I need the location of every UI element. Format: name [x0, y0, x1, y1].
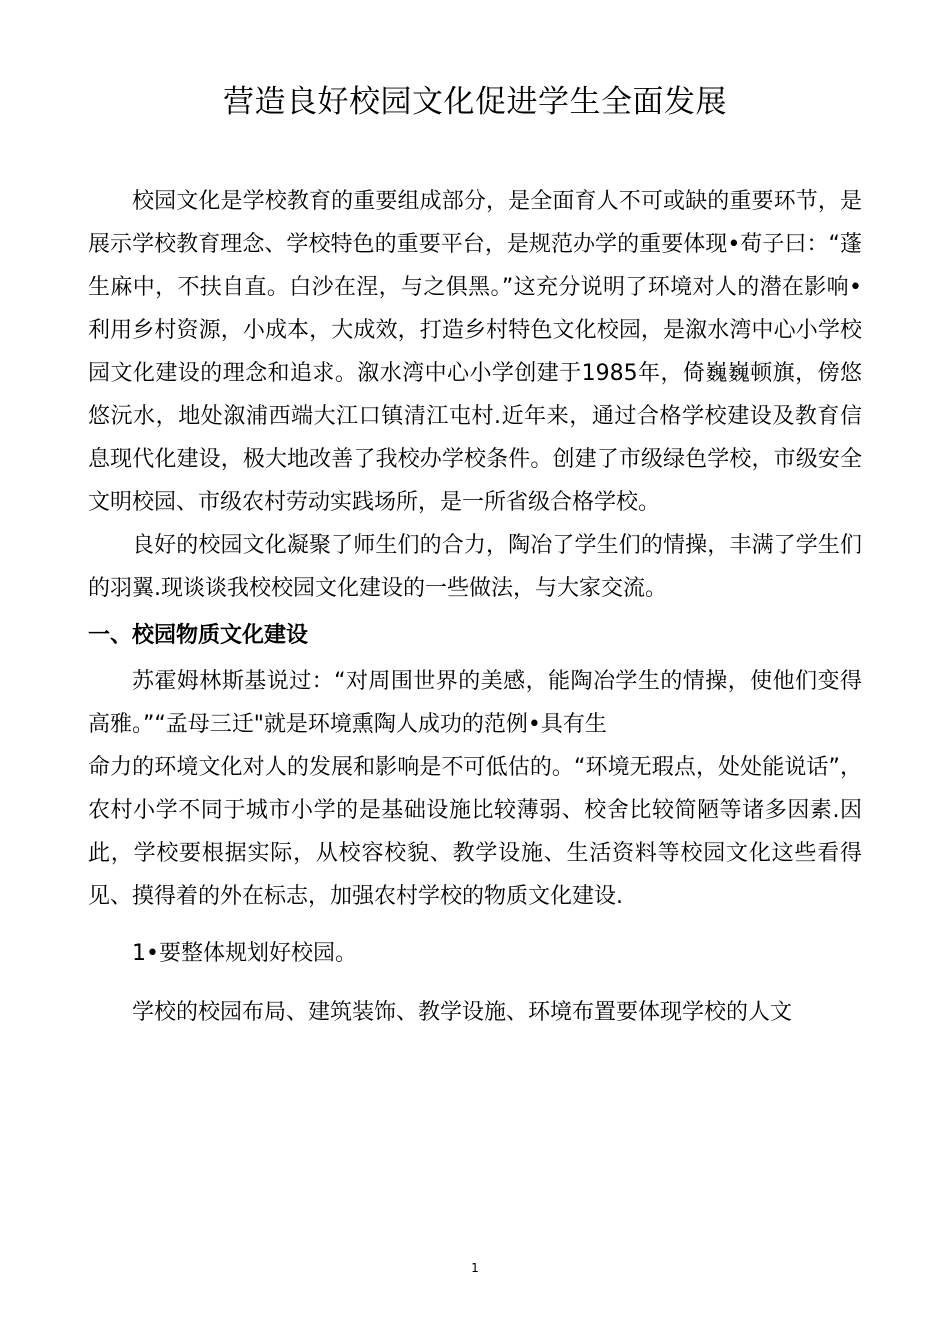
list-item-body: 学校的校园布局、建筑装饰、教学设施、环境布置要体现学校的人文	[132, 1000, 793, 1025]
list-item-title: 1•要整体规划好校园。	[132, 941, 357, 966]
body-paragraph-intro: 校园文化是学校教育的重要组成部分，是全面育人不可或缺的重要环节，是展示学校教育理念、学校特色的重要平台，是规范办学的重要体现•荀子曰：“蓬生麻中，不扶自直。白沙在涅，与之俱黑。”这充分说明了环境对人的潜在影响•利用乡村资源，小成本，大成效，打造乡村特色文化校园，是溆水湾中心小学校园文化建设的理念和追求。溆水湾中心小学创建于1985年，倚巍巍顿旗，傍悠悠沅水，地处溆浦西端大江口镇清江屯村.近年来，通过合格学校建设及教育信息现代化建设，极大地改善了我校办学校条件。创建了市级绿色学校，市级安全文明校园、市级农村劳动实践场所，是一所省级合格学校。	[88, 189, 862, 515]
document-title: 营造良好校园文化促进学生全面发展	[223, 84, 727, 120]
document-body	[88, 180, 862, 1034]
section-heading: 一、校园物质文化建设	[88, 623, 309, 648]
body-paragraph-culture: 良好的校园文化凝聚了师生们的合力，陶冶了学生们的情操，丰满了学生们的羽翼.现谈谈我校校园文化建设的一些做法，与大家交流。	[88, 533, 862, 601]
section-paragraph-part1: 苏霍姆林斯基说过：“对周围世界的美感，能陶冶学生的情操，使他们变得高雅。”“孟母三迁"就是环境熏陶人成功的范例•具有生	[88, 669, 862, 737]
page-number: 1	[471, 1261, 479, 1275]
section-paragraph-part2: 命力的环境文化对人的发展和影响是不可低估的。“环境无瑕点，处处能说话”，农村小学不同于城市小学的是基础设施比较薄弱、校舍比较简陋等诸多因素.因此，学校要根据实际，从校容校貌、教学设施、生活资料等校园文化这些看得见、摸得着的外在标志，加强农村学校的物质文化建设.	[88, 755, 862, 909]
